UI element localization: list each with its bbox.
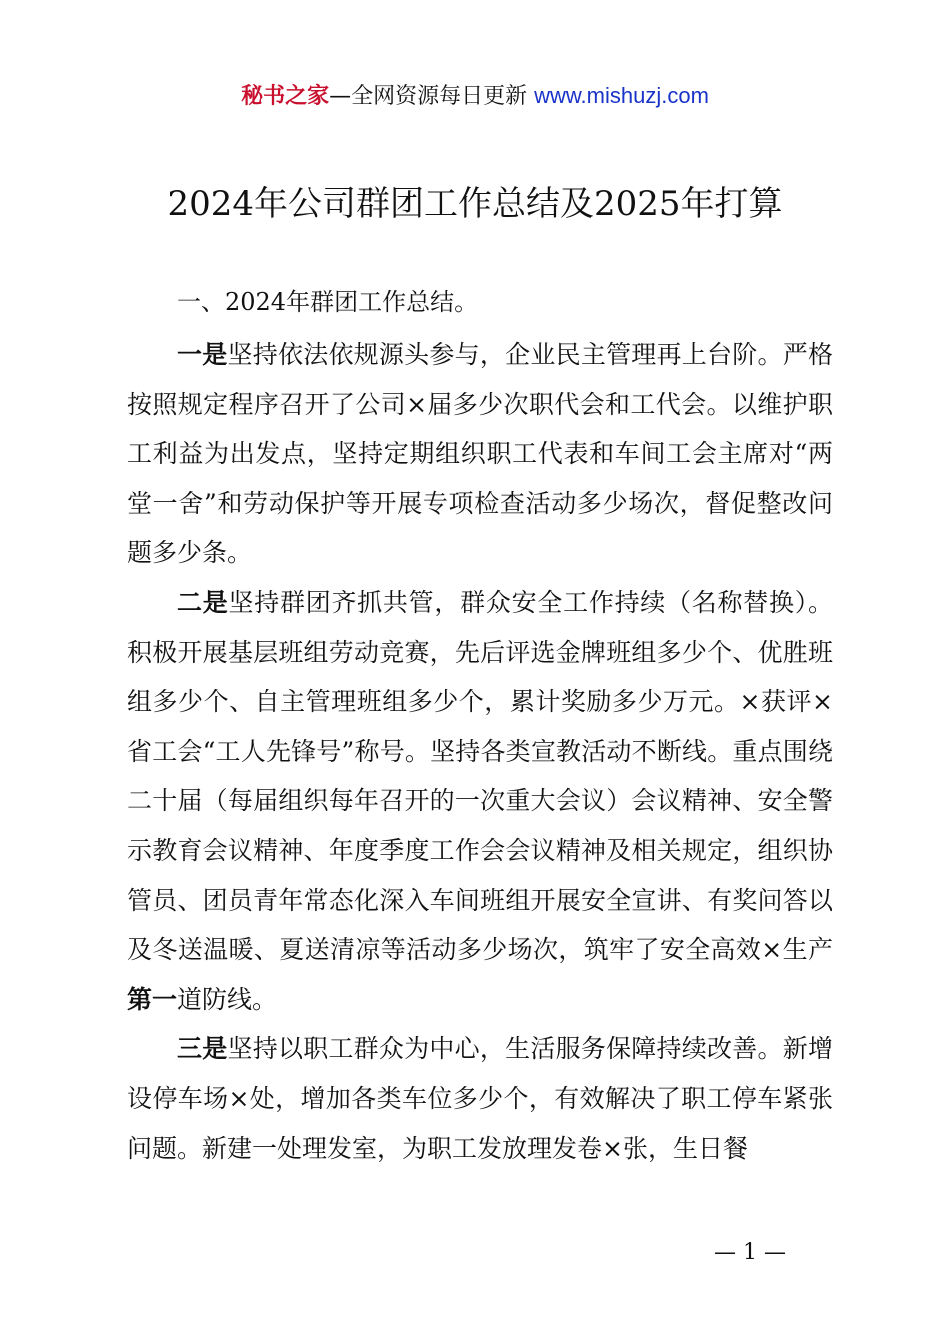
site-tagline: —全网资源每日更新 [329,84,528,109]
paragraph-bold-phrase: 第一 [127,984,178,1014]
paragraph-2 [127,578,833,1024]
site-banner [0,80,950,113]
paragraph-1 [127,330,833,578]
page-number: — 1 — [714,1240,786,1265]
paragraph-lead: 一是 [177,340,228,369]
document-body [127,282,833,1173]
section-heading: 一、2024年群团工作总结。 [177,288,479,316]
document-title: 2024年公司群团工作总结及2025年打算 [167,184,783,224]
paragraph-lead: 二是 [177,587,229,617]
site-brand: 秘书之家 [241,84,330,109]
paragraph-text: 坚持群团齐抓共管，群众安全工作持续（名称替换）。积极开展基层班组劳动竞赛，先后评选金牌班组多少个、优胜班组多少个、自主管理班组多少个，累计奖励多少万元。×获评×省工会“工人先锋号”称号。坚持各类宣教活动不断线。重点围绕二十届（每届组织每年召开的一次重大会议）会议精神、安全警示教育会议精神、年度季度工作会会议精神及相关规定，组织协管员、团员青年常态化深入车间班组开展安全宣讲、有奖问答以及冬送温暖、夏送清凉等活动多少场次，筑牢了安全高效×生产 [127,587,833,965]
site-url[interactable]: www.mishuzj.com [534,83,709,108]
paragraph-text: 坚持依法依规源头参与，企业民主管理再上台阶。严格按照规定程序召开了公司×届多少次职代会和工代会。以维护职工利益为出发点，坚持定期组织职工代表和车间工会主席对“两堂一舍”和劳动保护等开展专项检查活动多少场次，督促整改问题多少条。 [127,340,833,568]
paragraph-3 [127,1024,833,1173]
paragraph-text-end: 道防线。 [177,984,278,1014]
paragraph-lead: 三是 [177,1034,228,1064]
paragraph-text: 坚持以职工群众为中心，生活服务保障持续改善。新增设停车场×处，增加各类车位多少个，有效解决了职工停车紧张问题。新建一处理发室，为职工发放理发卷×张，生日餐 [127,1034,833,1163]
